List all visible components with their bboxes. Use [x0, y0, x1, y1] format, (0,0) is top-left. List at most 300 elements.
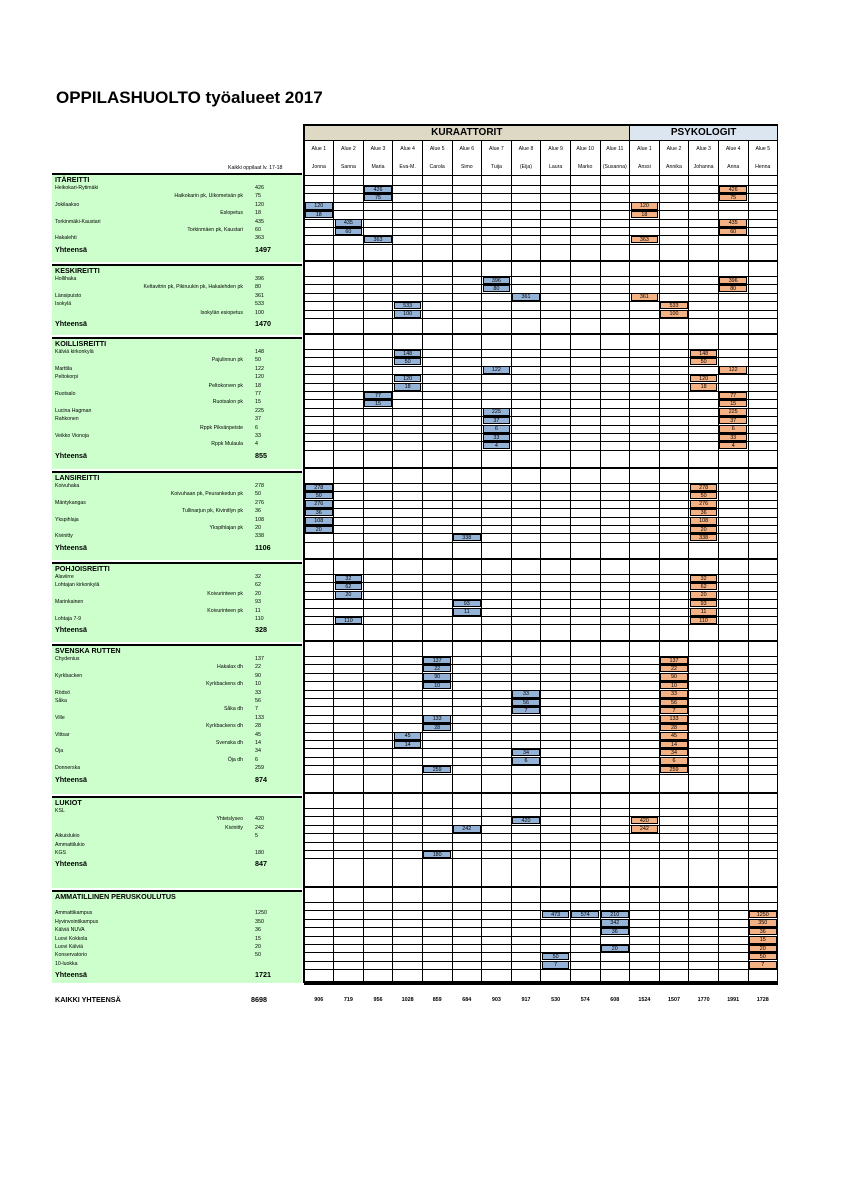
- psychologist-assignment-cell: 396: [719, 277, 747, 285]
- section-total-value: 1470: [255, 319, 271, 328]
- psychologist-assignment-cell: 56: [660, 699, 688, 707]
- group-header-label: PSYKOLOGIT: [670, 126, 737, 138]
- row-label: Torkinmäki-Kaustari: [55, 218, 101, 225]
- student-count: 20: [255, 590, 261, 597]
- section-total-label: Yhteensä: [55, 319, 87, 328]
- psychologist-assignment-cell: 50: [690, 358, 718, 366]
- row-label: Lohtaja 7-9: [55, 616, 81, 622]
- student-count: 34: [255, 748, 261, 755]
- grand-total-label: KAIKKI YHTEENSÄ: [55, 995, 121, 1004]
- row-label: Pajulinnun pk: [211, 357, 243, 364]
- document-title: OPPILASHUOLTO työalueet 2017: [56, 88, 323, 107]
- column-area-label: Alue 9: [548, 146, 563, 152]
- curator-assignment-cell: 420: [512, 817, 540, 825]
- row-label: Veikko Vionoja: [55, 433, 89, 439]
- curator-assignment-cell: 363: [364, 236, 392, 244]
- curator-assignment-cell: 110: [335, 617, 363, 625]
- table-bottom-line: [304, 983, 778, 985]
- grid-column-line: [303, 124, 305, 983]
- row-label: Kälviä NUVA: [55, 927, 85, 934]
- grid-column-line: [333, 140, 334, 983]
- column-area-label: Alue 8: [518, 146, 534, 152]
- column-total: 684: [462, 997, 472, 1003]
- student-count: 5: [255, 833, 258, 840]
- curator-assignment-cell: 426: [364, 186, 392, 194]
- section-total-label: Yhteensä: [55, 244, 87, 254]
- psychologist-assignment-cell: 137: [660, 657, 688, 665]
- student-count: 148: [255, 349, 264, 355]
- row-label: Luovi Kälviä: [55, 944, 83, 950]
- column-area-label: Alue 3: [370, 146, 386, 152]
- psychologist-assignment-cell: 34: [660, 749, 688, 757]
- psychologist-assignment-cell: 148: [690, 350, 718, 358]
- grand-total-value: 8698: [251, 995, 267, 1004]
- grid-column-line: [363, 140, 364, 983]
- curator-assignment-cell: 148: [394, 350, 422, 358]
- row-label: Koivuhaka: [55, 483, 80, 489]
- student-count: 120: [255, 374, 264, 381]
- curator-assignment-cell: 4: [483, 442, 511, 450]
- row-label: Ruotsalon pk: [212, 399, 243, 406]
- psychologist-assignment-cell: 93: [690, 600, 718, 608]
- psychologist-assignment-cell: 7: [660, 707, 688, 715]
- student-count: 50: [255, 357, 261, 364]
- student-count: 4: [255, 441, 258, 448]
- student-count: 1250: [255, 910, 267, 917]
- curator-assignment-cell: 100: [394, 310, 422, 318]
- grid-column-line: [718, 140, 719, 983]
- column-total: 530: [551, 997, 561, 1003]
- psychologist-assignment-cell: 242: [631, 825, 659, 833]
- psychologist-assignment-cell: 278: [690, 484, 718, 492]
- grid-column-line: [659, 140, 660, 983]
- student-count: 28: [255, 723, 261, 730]
- psychologist-assignment-cell: 533: [660, 302, 688, 310]
- curator-assignment-cell: 33: [512, 690, 540, 698]
- student-count: 396: [255, 276, 264, 282]
- psychologist-assignment-cell: 122: [719, 366, 747, 374]
- column-area-label: Alue 3: [696, 146, 711, 152]
- column-area-label: Alue 6: [459, 146, 475, 152]
- column-total: 903: [491, 997, 501, 1003]
- column-person-label: Marko: [577, 164, 593, 170]
- curator-assignment-cell: 77: [364, 392, 392, 400]
- row-label: Yhteislyseo: [216, 816, 243, 823]
- student-count: 93: [255, 599, 261, 606]
- curator-assignment-cell: 473: [542, 911, 570, 919]
- section-panel: [52, 798, 302, 888]
- column-total: 859: [432, 997, 442, 1003]
- section-total-value: 1497: [255, 244, 271, 254]
- section-total-label: Yhteensä: [55, 625, 87, 635]
- column-area-label: Alue 1: [637, 146, 652, 152]
- column-person-label: Anna: [727, 164, 740, 170]
- psychologist-assignment-cell: 50: [690, 492, 718, 500]
- psychologist-assignment-cell: 108: [690, 517, 718, 525]
- row-label: Heikokari-Rytimäki: [55, 185, 99, 191]
- column-person-label: Simo: [460, 164, 473, 170]
- psychologist-assignment-cell: 33: [660, 690, 688, 698]
- row-label: Hakalehti: [55, 235, 77, 242]
- row-label: KGS: [55, 850, 66, 856]
- curator-assignment-cell: 36: [305, 509, 333, 517]
- curator-assignment-cell: 259: [423, 766, 451, 774]
- table-top-line: [304, 124, 778, 126]
- column-person-label: Sanna: [340, 164, 356, 170]
- row-label: Marttila: [55, 365, 73, 372]
- curator-assignment-cell: 396: [483, 277, 511, 285]
- curator-assignment-cell: 93: [453, 600, 481, 608]
- group-header-bottom-line: [304, 140, 778, 141]
- section-total-label: Yhteensä: [55, 542, 87, 552]
- curator-assignment-cell: 56: [512, 699, 540, 707]
- psychologist-assignment-cell: 435: [719, 219, 747, 227]
- psychologist-assignment-cell: 20: [749, 945, 777, 953]
- curator-assignment-cell: 120: [394, 375, 422, 383]
- column-total: 719: [343, 997, 353, 1003]
- psychologist-assignment-cell: 259: [660, 766, 688, 774]
- row-label: Kivinitty: [55, 533, 73, 540]
- curator-assignment-cell: 50: [394, 358, 422, 366]
- psychologist-assignment-cell: 11: [690, 608, 718, 616]
- row-label: Ruotsalo: [55, 391, 76, 397]
- psychologist-assignment-cell: 276: [690, 500, 718, 508]
- row-label: Haikokarin pk, Uikometsän pk: [174, 193, 243, 200]
- section-title: KOILLISREITTI: [55, 339, 107, 348]
- student-count: 110: [255, 616, 264, 622]
- row-label: Keltavitrin pk, Pikiruukin pk, Hakalehden pk: [143, 284, 243, 291]
- curator-assignment-cell: 18: [305, 211, 333, 219]
- student-count: 120: [255, 201, 264, 208]
- row-label: Rödsö: [55, 689, 70, 696]
- curator-assignment-cell: 361: [512, 293, 540, 301]
- student-count: 33: [255, 689, 261, 696]
- psychologist-assignment-cell: 1250: [749, 911, 777, 919]
- student-count: 10: [255, 681, 261, 688]
- student-count: 15: [255, 399, 261, 406]
- psychologist-assignment-cell: 120: [690, 375, 718, 383]
- psychologist-assignment-cell: 133: [660, 715, 688, 723]
- student-count: 33: [255, 433, 261, 439]
- row-label: Ammattikampus: [55, 910, 93, 917]
- row-label: Öja: [55, 748, 64, 755]
- curator-assignment-cell: 133: [423, 715, 451, 723]
- column-area-label: Alue 2: [341, 146, 356, 152]
- psychologist-assignment-cell: 28: [660, 724, 688, 732]
- curator-assignment-cell: 276: [305, 500, 333, 508]
- student-count: 60: [255, 227, 261, 233]
- student-count: 108: [255, 516, 264, 523]
- column-total: 906: [314, 997, 324, 1003]
- curator-assignment-cell: 20: [601, 945, 629, 953]
- curator-assignment-cell: 33: [483, 434, 511, 442]
- psychologist-assignment-cell: 60: [719, 228, 747, 236]
- student-count: 350: [255, 918, 264, 925]
- psychologist-assignment-cell: 18: [631, 211, 659, 219]
- column-area-label: Alue 5: [429, 146, 445, 152]
- column-person-label: Laura: [548, 164, 563, 170]
- psychologist-assignment-cell: 22: [660, 665, 688, 673]
- curator-assignment-cell: 6: [483, 425, 511, 433]
- row-label: Konservatorio: [55, 952, 88, 959]
- student-count: 133: [255, 714, 264, 721]
- column-total: 1728: [756, 997, 769, 1003]
- curator-assignment-cell: 14: [394, 741, 422, 749]
- row-label: Lohtajan kirkonkylä: [55, 582, 100, 589]
- curator-assignment-cell: 62: [335, 583, 363, 591]
- curator-assignment-cell: 22: [423, 665, 451, 673]
- row-label: Koivurinteen pk: [207, 590, 243, 597]
- psychologist-assignment-cell: 361: [631, 293, 659, 301]
- student-count: 361: [255, 292, 264, 299]
- row-label: Peltokorven pk: [208, 382, 243, 389]
- curator-assignment-cell: 34: [512, 749, 540, 757]
- grid-column-line: [777, 124, 779, 983]
- row-label: Tullinarjun pk, Kivinitlyn pk: [182, 508, 243, 515]
- psychologist-assignment-cell: 33: [719, 434, 747, 442]
- student-count: 20: [255, 944, 261, 950]
- curator-assignment-cell: 242: [453, 825, 481, 833]
- grid-column-line: [392, 140, 393, 983]
- student-count: 22: [255, 664, 261, 671]
- row-label: Ville: [55, 714, 65, 721]
- column-area-label: Alue 11: [606, 146, 624, 152]
- row-label: Öja dh: [227, 756, 243, 763]
- row-label: Luovi Kokkola: [55, 935, 88, 942]
- student-count: 426: [255, 185, 264, 191]
- grid-column-line: [481, 140, 482, 983]
- section-title: ITÄREITTI: [55, 175, 90, 184]
- curator-assignment-cell: 60: [335, 228, 363, 236]
- psychologist-assignment-cell: 32: [690, 575, 718, 583]
- psychologist-assignment-cell: 100: [660, 310, 688, 318]
- row-label: Eslopetus: [220, 210, 243, 217]
- psychologist-assignment-cell: 363: [631, 236, 659, 244]
- psychologist-assignment-cell: 7: [749, 961, 777, 969]
- psychologist-assignment-cell: 338: [690, 534, 718, 542]
- section-total-label: Yhteensä: [55, 450, 87, 460]
- student-count: 36: [255, 508, 261, 515]
- psychologist-assignment-cell: 15: [749, 936, 777, 944]
- row-label: Mäntykangas: [55, 499, 86, 506]
- psychologist-assignment-cell: 14: [660, 741, 688, 749]
- student-count: 45: [255, 731, 261, 738]
- student-count: 36: [255, 927, 261, 934]
- row-label: Torkinmäen pk, Kaustari: [187, 227, 243, 233]
- curator-assignment-cell: 225: [483, 408, 511, 416]
- column-area-label: Alue 1: [311, 146, 327, 152]
- header-bottom-line: [304, 175, 778, 176]
- student-count: 420: [255, 816, 264, 823]
- student-count: 7: [255, 706, 258, 713]
- row-label: Rppk Pikvänpeiste: [200, 424, 243, 431]
- column-person-label: (Eija): [519, 164, 533, 170]
- curator-assignment-cell: 122: [483, 366, 511, 374]
- curator-assignment-cell: 7: [542, 961, 570, 969]
- row-label: Rppk Mulaula: [211, 441, 243, 448]
- row-label: Ykspihlajan pk: [209, 525, 243, 531]
- grid-column-line: [540, 140, 541, 983]
- row-label: Hollihaka: [55, 276, 77, 282]
- row-label: Marinkainen: [55, 599, 84, 606]
- column-area-label: Alue 10: [576, 146, 594, 152]
- row-label: Peltokorpi: [55, 374, 79, 381]
- row-label: Såka dh: [223, 706, 243, 713]
- grid-column-line: [452, 140, 453, 983]
- student-count: 32: [255, 574, 261, 580]
- curator-assignment-cell: 90: [423, 673, 451, 681]
- section-total-value: 874: [255, 774, 267, 784]
- psychologist-assignment-cell: 18: [690, 383, 718, 391]
- psychologist-assignment-cell: 426: [719, 186, 747, 194]
- curator-assignment-cell: 45: [394, 732, 422, 740]
- student-count: 80: [255, 284, 261, 291]
- grid-column-line: [511, 140, 512, 983]
- column-area-label: Alue 4: [725, 146, 741, 152]
- column-total: 608: [610, 997, 620, 1003]
- column-total: 917: [521, 997, 531, 1003]
- grid-column-line: [629, 124, 631, 983]
- section-total-label: Yhteensä: [55, 859, 87, 869]
- section-total-value: 855: [255, 450, 267, 460]
- column-person-label: Henna: [755, 164, 771, 170]
- row-label: Aikuislukio: [55, 833, 80, 840]
- grid-column-line: [422, 140, 423, 983]
- psychologist-assignment-cell: 420: [631, 817, 659, 825]
- section-total-value: 1721: [255, 970, 271, 980]
- student-count: 50: [255, 491, 261, 498]
- grid-column-line: [600, 140, 601, 983]
- grid-column-line: [748, 140, 749, 983]
- psychologist-assignment-cell: 20: [690, 591, 718, 599]
- curator-assignment-cell: 75: [364, 194, 392, 202]
- curator-assignment-cell: 435: [335, 219, 363, 227]
- psychologist-assignment-cell: 6: [660, 757, 688, 765]
- student-count: 62: [255, 582, 261, 589]
- row-label: Alaviirre: [55, 574, 74, 580]
- row-label: Koivurinteen pk: [207, 607, 243, 614]
- psychologist-assignment-cell: 45: [660, 732, 688, 740]
- student-count: 225: [255, 407, 264, 414]
- column-person-label: Anssi: [638, 164, 651, 170]
- student-count: 122: [255, 365, 264, 372]
- column-person-label: Eva-M.: [399, 164, 416, 170]
- row-label: Isokylän esiopetus: [200, 309, 243, 316]
- psychologist-assignment-cell: 75: [719, 194, 747, 202]
- psychologist-assignment-cell: 15: [719, 400, 747, 408]
- column-person-label: Johanna: [693, 164, 714, 170]
- student-count: 15: [255, 935, 261, 942]
- psychologist-assignment-cell: 10: [660, 682, 688, 690]
- column-total: 1507: [667, 997, 680, 1003]
- student-count: 11: [255, 607, 261, 614]
- student-count: 50: [255, 952, 261, 959]
- curator-assignment-cell: 574: [571, 911, 599, 919]
- curator-assignment-cell: 108: [305, 517, 333, 525]
- student-count: 363: [255, 235, 264, 242]
- curator-assignment-cell: 50: [542, 953, 570, 961]
- psychologist-assignment-cell: 120: [631, 202, 659, 210]
- column-person-label: Jonna: [311, 164, 326, 170]
- column-total: 1524: [638, 997, 651, 1003]
- student-count: 37: [255, 416, 261, 423]
- column-area-label: Alue 5: [755, 146, 771, 152]
- column-total: 1991: [727, 997, 740, 1003]
- student-count: 75: [255, 193, 261, 200]
- section-divider: [52, 173, 302, 175]
- curator-assignment-cell: 120: [305, 202, 333, 210]
- curator-assignment-cell: 20: [335, 591, 363, 599]
- column-area-label: Alue 2: [666, 146, 682, 152]
- column-person-label: Annika: [666, 164, 682, 170]
- row-label: Isokylä: [55, 301, 72, 308]
- row-label: Lucina Hagman: [55, 407, 92, 414]
- curator-assignment-cell: 11: [453, 608, 481, 616]
- column-total: 1770: [697, 997, 710, 1003]
- curator-assignment-cell: 342: [601, 919, 629, 927]
- grid-column-line: [688, 140, 689, 983]
- column-area-label: Alue 4: [400, 146, 415, 152]
- student-count: 338: [255, 533, 264, 540]
- psychologist-assignment-cell: 90: [660, 673, 688, 681]
- section-total-label: Yhteensä: [55, 970, 87, 980]
- curator-assignment-cell: 6: [512, 757, 540, 765]
- row-label: Ykspihlaja: [55, 516, 79, 523]
- row-label: Koivuhaan pk, Peurankedun pk: [170, 491, 243, 498]
- student-count: 100: [255, 309, 264, 316]
- column-person-label: Maria: [371, 164, 385, 170]
- psychologist-assignment-cell: 36: [749, 928, 777, 936]
- row-label: Vittsar: [55, 731, 70, 738]
- curator-assignment-cell: 278: [305, 484, 333, 492]
- student-count: 533: [255, 301, 264, 308]
- student-count: 56: [255, 698, 261, 704]
- section-total-value: 1106: [255, 542, 271, 552]
- section-total-value: 328: [255, 625, 267, 635]
- column-area-label: Alue 7: [489, 146, 504, 152]
- student-count: 137: [255, 656, 264, 662]
- psychologist-assignment-cell: 36: [690, 509, 718, 517]
- psychologist-assignment-cell: 225: [719, 408, 747, 416]
- curator-assignment-cell: 18: [394, 383, 422, 391]
- section-title: AMMATILLINEN PERUSKOULUTUS: [55, 892, 176, 901]
- psychologist-assignment-cell: 350: [749, 919, 777, 927]
- row-label: Ammattilukio: [55, 841, 85, 848]
- curator-assignment-cell: 7: [512, 707, 540, 715]
- curator-assignment-cell: 15: [364, 400, 392, 408]
- student-count: 435: [255, 218, 264, 225]
- student-count: 18: [255, 382, 261, 389]
- curator-assignment-cell: 36: [601, 928, 629, 936]
- psychologist-assignment-cell: 110: [690, 617, 718, 625]
- curator-assignment-cell: 80: [483, 285, 511, 293]
- student-count: 278: [255, 483, 264, 489]
- student-count: 6: [255, 424, 258, 431]
- student-count: 242: [255, 824, 264, 831]
- psychologist-assignment-cell: 4: [719, 442, 747, 450]
- student-count: 180: [255, 850, 264, 856]
- psychologist-assignment-cell: 77: [719, 392, 747, 400]
- row-label: Kälviä kirkonkylä: [55, 349, 94, 355]
- curator-assignment-cell: 20: [305, 526, 333, 534]
- section-total-value: 847: [255, 859, 267, 869]
- curator-assignment-cell: 180: [423, 851, 451, 859]
- group-header-label: KURAATTORIT: [431, 126, 503, 138]
- row-label: Såka: [55, 698, 67, 704]
- psychologist-assignment-cell: 50: [749, 953, 777, 961]
- student-count: 90: [255, 672, 261, 679]
- grid-column-line: [570, 140, 571, 983]
